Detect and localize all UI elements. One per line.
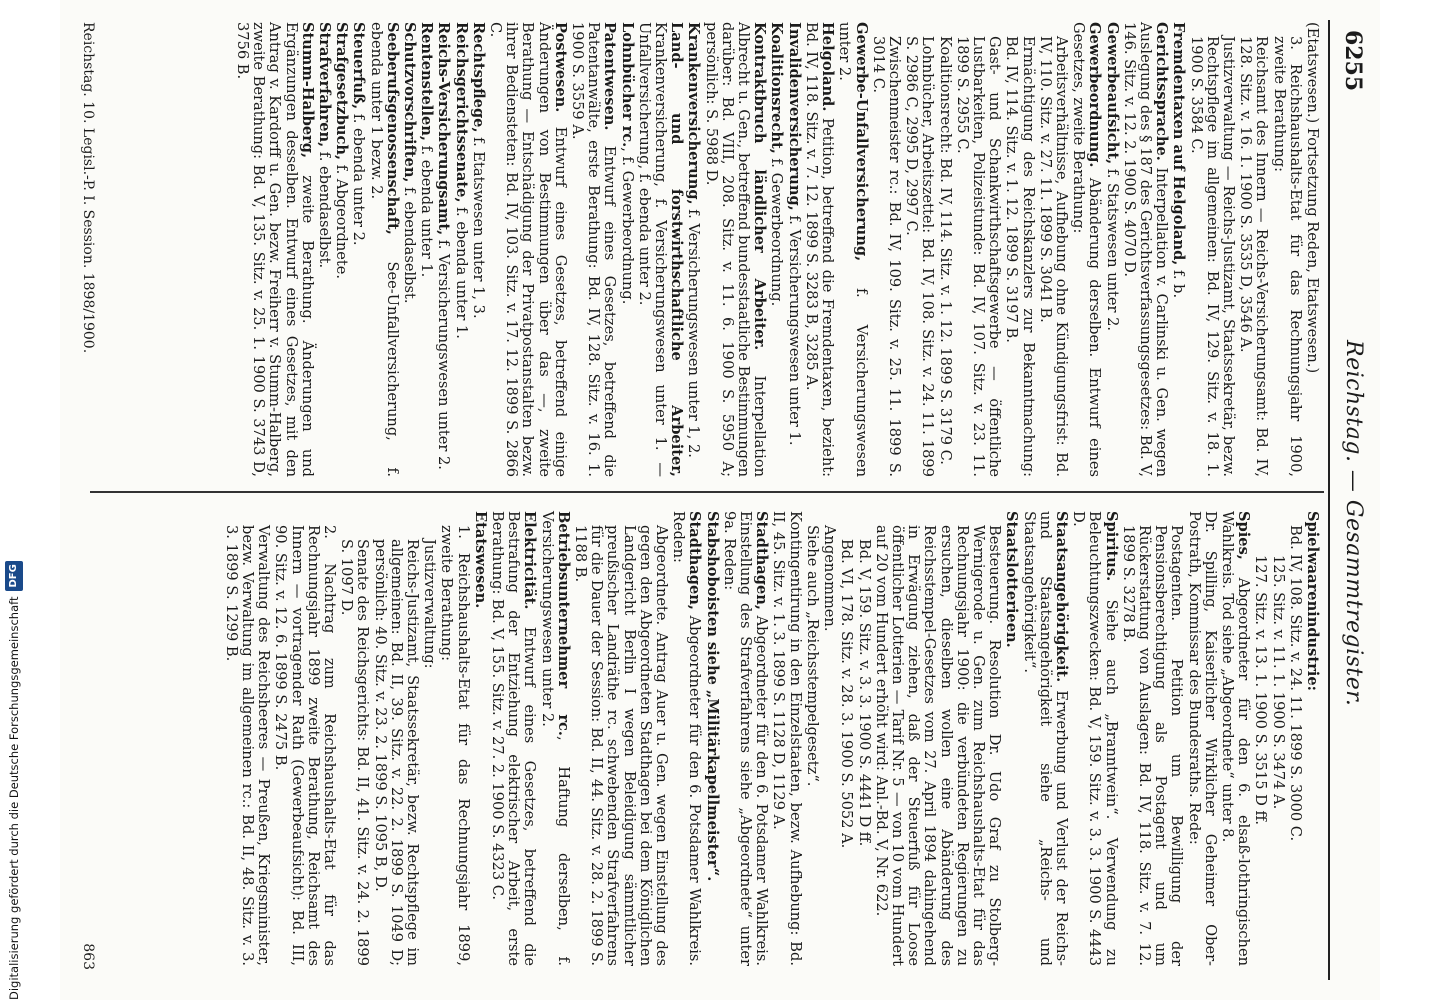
entry-keyword: Kontraktbruch ländlicher Arbeiter. bbox=[751, 22, 769, 351]
index-entry bbox=[703, 511, 719, 966]
footer-page-number: 863 bbox=[80, 943, 96, 970]
index-entry: Justizverwaltung — Reichs-Justizamt, Staatssekretär, bezw. Rechtspflege im allgemeinen: Bd. IV, 129. Sitz. v. 18. 1. 1900 S. 3584 C. bbox=[1187, 36, 1237, 477]
index-entry: Kontingentirung in den Einzelstaaten, bezw. Aufhebung: Bd. II, 45. Sitz. v. 1. 3. 1899 S. 1128 D, 1129 A. bbox=[770, 511, 804, 966]
index-entry: Gerichtssprache. Interpellation v. Carlinski u. Gen. wegen Auslegung des § 187 des Gerichtsverfassungsgesetzes: Bd. V, 146. Sitz. v. 12. 2. 1900 S. 4070 D. bbox=[1120, 22, 1171, 477]
index-entry: Bd. IV, 108. Sitz. v. 24. 11. 1899 S. 3000 C. bbox=[1286, 525, 1304, 842]
entry-keyword: Spielwaarenindustrie: bbox=[1304, 511, 1321, 692]
index-entry: 1. Reichshaushalts-Etat für das Rechnungsjahr 1899, zweite Berathung: bbox=[438, 525, 472, 966]
right-column bbox=[222, 511, 1320, 966]
index-entry: Bd. VI, 178. Sitz. v. 28. 3. 1900 S. 5052 A. bbox=[838, 539, 856, 849]
entry-keyword: Fremdentaxen auf Helgoland, bbox=[1170, 22, 1188, 266]
index-entry: Reichsgerichtssenate, f. ebenda unter 1. bbox=[452, 22, 470, 339]
index-entry: Rechtspflege, f. Etatswesen unter 1, 3. bbox=[469, 22, 487, 319]
index-entry: Postwesen. Entwurf eines Gesetzes, betreffend einige Änderungen von Bestimmungen über das —, zweite Berathung — Entschädigung der Privatpostanstalten bezw. ihrer Bediensteten: Bd. IV, 103. Sitz. v. 17. 12. 1899 S. 2866 C. bbox=[487, 22, 569, 477]
index-entry: 3. Reichshaushalts-Etat für das Rechnungsjahr 1900, zweite Berathung: bbox=[1270, 36, 1304, 477]
index-entry: Spies, Abgeordneter für den 6. elsaß-lothringischen Wahlkreis. Tod siehe „Abgeordnete“ unter 8. bbox=[1218, 511, 1253, 966]
index-entry: Gast- und Schankwirthschaftsgewerbe — öffentliche Lustbarkeiten, Polizeistunde: Bd. IV, 107. Sitz. v. 23. 11. 1899 S. 2955 C. bbox=[953, 36, 1004, 477]
left-column bbox=[233, 22, 1320, 477]
entry-keyword: Rentenstellen, bbox=[418, 22, 436, 141]
digitization-credit bbox=[4, 0, 24, 1000]
entry-keyword: Steuerfuß, bbox=[350, 22, 368, 110]
entry-keyword: Spies, bbox=[1235, 511, 1253, 560]
index-entry: Spiritus. Siehe auch „Branntwein“. Verwendung zu Beleuchtungszwecken: Bd. V, 159. Sitz. v. 3. 3. 1900 S. 4443 D. bbox=[1070, 511, 1120, 966]
page-number: 6255 bbox=[1340, 30, 1366, 92]
index-entry: Gewerbeordnung. Abänderung derselben. Entwurf eines Gesetzes, zweite Berathung: bbox=[1070, 22, 1104, 477]
dfg-logo: DFG bbox=[5, 561, 23, 590]
index-entry: Ermächtigung des Reichskanzlers zur Bekanntmachung: Bd. IV, 114. Sitz. v. 1. 12. 1899 S. 3197 B. bbox=[1003, 36, 1037, 477]
running-title: Reichstag. — Gesammtregister. bbox=[1341, 340, 1366, 707]
entry-keyword: Gewerbeaufsicht, bbox=[1103, 22, 1121, 165]
entry-keyword: Schutzvorschriften, bbox=[401, 22, 419, 183]
entry-keyword: Stadthagen, bbox=[753, 511, 771, 610]
index-entry: 2. Nachtrag zum Reichshaushalts-Etat für das Rechnungsjahr 1899 zweite Berathung, Reichsamt des Innern — vortragender Rath (Gewerbeaufsicht): Bd. III, 90. Sitz. v. 12. 6. 1899 S. 2475 B. bbox=[272, 525, 339, 966]
index-entry: Seeberufsgenossenschaft, See-Unfallversicherung, f. ebenda unter 1 bezw. 2. bbox=[367, 22, 401, 477]
header-rule bbox=[1328, 20, 1330, 980]
index-entry: Staatsangehörigkeit. Erwerbung und Verlust der Reichs- und Staatsangehörigkeit siehe „Reichs- und Staatsangehörigkeit“. bbox=[1020, 511, 1070, 966]
entry-keyword: Invalidenversicherung, bbox=[785, 22, 803, 211]
index-entry: Dr. Spilling, Kaiserlicher Wirklicher Geheimer Ober-Postrath, Kommissar des Bundesraths. Rede: bbox=[1185, 511, 1219, 966]
index-entry: Reichs-Justizamt, Staatssekretär, bezw. Rechtspflege im allgemeinen: Bd. II, 39. Sitz. v. 22. 2. 1899 S. 1049 D; persönlich: 40. Sitz. v. 23. 2. 1899 S. 1095 B, D. bbox=[371, 539, 422, 966]
index-entry: Stumm-Halberg, zweite Berathung. Änderungen und Ergänzungen desselben. Entwurf eines Gesetzes, mit den Antrag v. Kardorff u. Gen. bezw. Freiherr v. Stumm-Halberg, zweite Berathung: Bd. V, 135. Sitz. v. 25. 1. 1900 S. 3743 D, 3756 B. bbox=[234, 22, 316, 477]
index-entry: Steuerfuß, f. ebenda unter 2. bbox=[350, 22, 368, 246]
index-entry: Invalidenversicherung, f. Versicherungswesen unter 1. bbox=[785, 22, 803, 446]
entry-keyword: Postwesen. bbox=[551, 22, 569, 113]
index-entry: 125. Sitz. v. 11. 1. 1900 S. 3474 A. bbox=[1269, 555, 1287, 810]
index-entry: Lohnbücher, Arbeitszettel: Bd. IV, 108. Sitz. v. 24. 11. 1899 S. 2986 C, 2995 D, 2997 C. bbox=[903, 36, 937, 477]
entry-keyword: Stadthagen, bbox=[686, 511, 704, 610]
entry-keyword: Gerichtssprache. bbox=[1153, 22, 1171, 161]
entry-keyword: Gewerbeordnung. bbox=[1086, 22, 1104, 168]
entry-keyword: Land- und forstwirthschaftliche Arbeiter, bbox=[668, 22, 686, 477]
index-entry: Siehe auch „Reichsstempelgesetz“. bbox=[803, 525, 821, 787]
entry-keyword: Krankenversicherung, bbox=[685, 22, 703, 205]
entry-keyword: Etatswesen. bbox=[471, 511, 489, 609]
entry-keyword: Strafgesetzbuch, bbox=[333, 22, 351, 161]
index-entry: Gewerbe-Unfallversicherung, f. Versicherungswesen unter 2. bbox=[836, 22, 870, 477]
credit-text: Digitalisierung gefördert durch die Deutsche Forschungsgemeinschaft bbox=[7, 596, 21, 1000]
index-entry: Strafgesetzbuch, f. Abgeordnete. bbox=[333, 22, 351, 280]
index-entry: Patentwesen. Entwurf eines Gesetzes, betreffend die Patentanwälte, erste Berathung: Bd. IV, 128. Sitz. v. 16. 1. 1900 S. 3559 A. bbox=[569, 22, 619, 477]
index-entry: Reichsamt des Innern — Reichs-Versicherungsamt: Bd. IV, 128. Sitz. v. 16. 1. 1900 S. 3535 D, 3546 A. bbox=[1237, 36, 1271, 477]
index-entry: Helgoland. Petition, betreffend die Fremdentaxen, bezieht: Bd. IV, 118. Sitz. v. 7. 12. 1899 S. 3283 B, 3285 A. bbox=[802, 22, 837, 477]
entry-keyword: Staatsangehörigkeit. bbox=[1052, 511, 1070, 683]
index-entry: Stadthagen, Abgeordneter für den 6. Potsdamer Wahlkreis. Reden: bbox=[670, 511, 704, 966]
index-entry: Land- und forstwirthschaftliche Arbeiter, Krankenversicherung, f. Versicherungswesen unter 1. — Unfallversicherung, f. ebenda unter 2. bbox=[635, 22, 686, 477]
entry-keyword: Reichsgerichtssenate, bbox=[452, 22, 470, 203]
index-entry: Justizverwaltung: bbox=[421, 539, 439, 669]
index-entry: Stadthagen, Abgeordneter für den 6. Potsdamer Wahlkreis. Einstellung des Strafverfahrens siehe „Abgeordnete“ unter 9a. Reden: bbox=[720, 511, 771, 966]
index-entry: Gewerbeaufsicht, f. Statswesen unter 2. bbox=[1103, 22, 1121, 332]
entry-keyword: Strafverfahren, bbox=[316, 22, 334, 148]
index-entry: Abgeordnete. Antrag Auer u. Gen. wegen Einstellung des gegen den Abgeordneten Stadthagen bei dem Königlichen Landgericht Berlin I wegen Beleidigung sämmtlicher preußischer Landräthe rc. schwebenden Strafverfahrens für die Dauer der Session: Bd. II, 44. Sitz. v. 28. 2. 1899 S. 1188 B. bbox=[572, 525, 671, 966]
entry-keyword: Stabshoboisten siehe „Militärkapellmeister“. bbox=[703, 511, 721, 882]
index-entry: Kontraktbruch ländlicher Arbeiter. Interpellation Albrecht u. Gen., betreffend bundesstaatliche Bestimmungen darüber: Bd. VIII, 208. Sitz. v. 11. 6. 1900 S. 5950 A; persönlich: S. 5988 D. bbox=[702, 22, 769, 478]
index-entry: Strafverfahren, f. ebendaselbst. bbox=[316, 22, 334, 269]
index-entry: Schutzvorschriften, f. ebendaselbst. bbox=[401, 22, 419, 304]
entry-keyword: Rechtspflege, bbox=[469, 22, 487, 133]
index-entry: Reichs-Versicherungsamt, f. Versicherungswesen unter 2. bbox=[435, 22, 453, 470]
entry-keyword: Betriebsunternehmer rc. bbox=[554, 511, 572, 736]
index-entry: Zwischenmeister rc.: Bd. IV, 109. Sitz. v. 25. 11. 1899 S. 3014 C. bbox=[869, 36, 903, 477]
entry-keyword: Seeberufsgenossenschaft, bbox=[383, 22, 401, 235]
index-entry: Koalitionsrecht: Bd. IV, 114. Sitz. v. 1. 12. 1899 S. 3179 C. bbox=[936, 36, 954, 465]
index-entry: Lohnbücher rc., f. Gewerbeordnung. bbox=[618, 22, 636, 305]
index-entry bbox=[472, 511, 488, 966]
index-entry: Betriebsunternehmer rc., Haftung derselben, f. Versicherungswesen unter 2. bbox=[538, 511, 572, 966]
entry-keyword: Spiritus. bbox=[1102, 511, 1120, 582]
column-rule bbox=[90, 491, 1324, 493]
index-entry: Senate des Reichsgerichts: Bd. II, 41. Sitz. v. 24. 2. 1899 S. 1097 D. bbox=[338, 539, 372, 966]
index-entry: Bd. V, 159. Sitz. v. 3. 3. 1900 S. 4441 D ff. bbox=[855, 539, 873, 847]
index-entry: 127. Sitz. v. 13. 1. 1900 S. 3515 D ff. bbox=[1252, 555, 1270, 825]
index-entry bbox=[1003, 511, 1019, 966]
index-entry: Elektricität. Entwurf eines Gesetzes, betreffend die Bestrafung der Entziehung elektrischer Arbeit, erste Berathung: Bd. V, 155. Sitz. v. 27. 2. 1900 S. 4323 C. bbox=[489, 511, 539, 966]
index-entry: Rentenstellen, f. ebenda unter 1. bbox=[418, 22, 436, 278]
footer-citation: Reichstag. 10. Legisl.-P. I. Session. 1898/1900. bbox=[80, 22, 96, 354]
index-entry: Koalitionsrecht, f. Gewerbeordnung. bbox=[768, 22, 786, 307]
entry-keyword: Stumm-Halberg, bbox=[298, 22, 316, 159]
index-entry: Angenommen. bbox=[821, 525, 839, 632]
entry-keyword: Helgoland. bbox=[819, 22, 837, 112]
entry-keyword: Elektricität. bbox=[521, 511, 539, 610]
entry-keyword: Patentwesen. bbox=[601, 22, 619, 131]
index-entry: Postagenten. Petition um Bewilligung der Pensionsberechtigung als Postagent und um Rückerstattung von Auslagen: Bd. IV, 118. Sitz. v. 7. 12. 1899 S. 3278 B. bbox=[1119, 525, 1186, 966]
scanned-page bbox=[60, 0, 1380, 1000]
entry-keyword: Lohnbücher rc. bbox=[618, 22, 636, 148]
entry-keyword: Gewerbe-Unfallversicherung, bbox=[852, 22, 870, 262]
index-entry: Krankenversicherung, f. Versicherungswesen unter 1, 2. bbox=[685, 22, 703, 458]
index-entry: (Etatswesen.) Fortsetzung Reden, Etatswesen.) bbox=[1304, 22, 1321, 374]
running-header bbox=[1334, 0, 1374, 1000]
index-entry: Fremdentaxen auf Helgoland, f. b. bbox=[1170, 22, 1188, 299]
index-entry bbox=[1304, 511, 1320, 966]
index-entry: Verwaltung des Reichsheeres — Preußen, Kriegsminister, bezw. Verwaltung im allgemeinen rc.: Bd. II, 48. Sitz. v. 3. 3. 1899 S. 1299 B. bbox=[222, 525, 273, 966]
sidebar bbox=[2, 0, 24, 1000]
entry-keyword: Staatslotterieen. bbox=[1003, 511, 1021, 648]
entry-keyword: Reichs-Versicherungsamt, bbox=[435, 22, 453, 236]
index-entry: Arbeitsverhältnisse, Aufhebung ohne Kündigungsfrist: Bd. IV, 110. Sitz. v. 27. 11. 1899 S. 3041 B. bbox=[1036, 36, 1070, 477]
index-entry: Besteuerung. Resolution Dr. Udo Graf zu Stolberg-Wernigerode u. Gen. zum Reichshaushalts-Etat für das Rechnungsjahr 1900: die verbündeten Regierungen zu ersuchen, dieselben wollen eine Abänderung des Reichsstempel-Gesetzes vom 27. April 1894 dahingehend in Erwägung ziehen, daß der Steuerfuß für Loose öffentlicher Lotterien — Tarif Nr. 5 — von 10 vom Hundert auf 20 vom Hundert erhöht wird: Anl.-Bd. V, Nr. 622. bbox=[872, 525, 1004, 966]
entry-keyword: Koalitionsrecht, bbox=[768, 22, 786, 154]
